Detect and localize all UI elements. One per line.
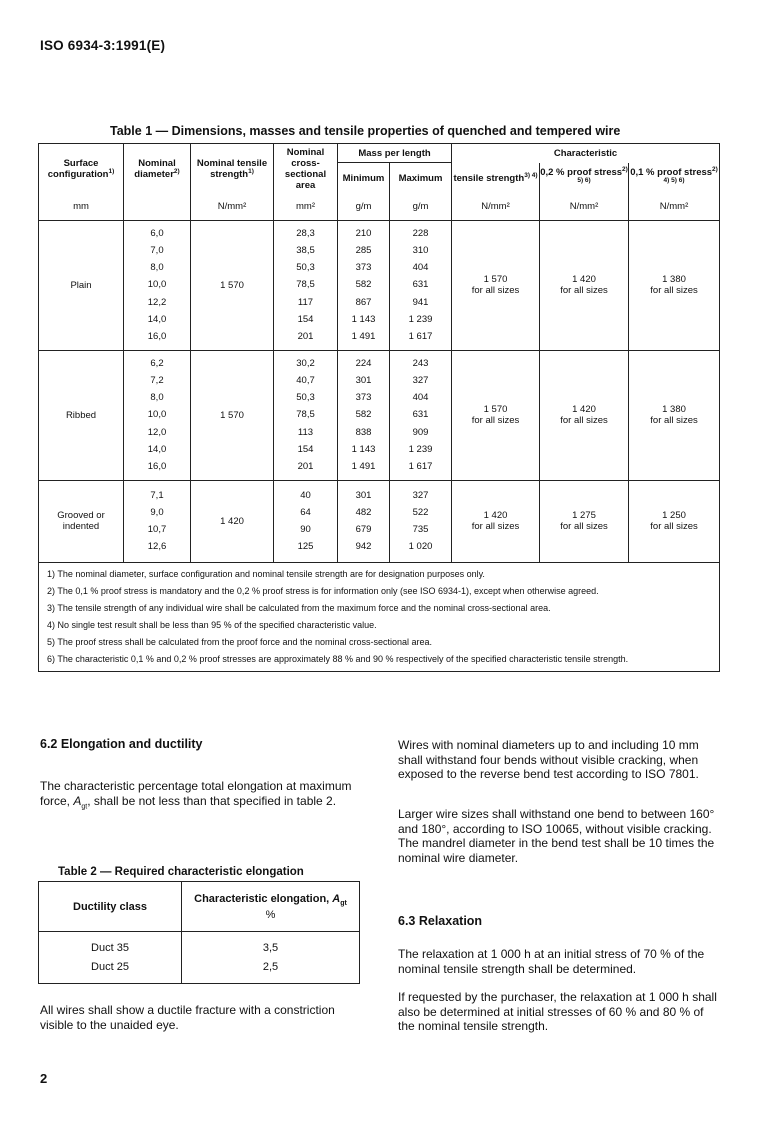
table2-caption: Table 2 — Required characteristic elongation bbox=[58, 866, 304, 878]
p01-cell: 1 250 for all sizes bbox=[629, 480, 720, 562]
page-number: 2 bbox=[40, 1071, 48, 1086]
header-ductility-class: Ductility class bbox=[39, 882, 182, 932]
p01-cell: 1 380 for all sizes bbox=[629, 220, 720, 350]
area-cell: 28,3 38,5 50,3 78,5 117 154 201 bbox=[274, 220, 338, 350]
footnote: 4) No single test result shall be less than 95 % of the specified characteristic value. bbox=[47, 619, 377, 630]
footnote: 3) The tensile strength of any individual wire shall be calculated from the maximum force and the nominal cross-sectional area. bbox=[47, 602, 551, 613]
relaxation-para2: If requested by the purchaser, the relaxation at 1 000 h shall also be determined at initial stresses of 60 % and 80 % of the nominal tensile strength. bbox=[398, 990, 717, 1033]
header-maximum: Maximum bbox=[390, 163, 452, 194]
table1-caption: Table 1 — Dimensions, masses and tensile properties of quenched and tempered wire bbox=[110, 124, 621, 138]
ts-cell: 1 570 for all sizes bbox=[452, 220, 540, 350]
unit-nts: N/mm² bbox=[191, 194, 274, 221]
header-characteristic-elongation: Characteristic elongation, $A_{gt}$ % bbox=[182, 882, 360, 932]
section-6-2-heading: 6.2 Elongation and ductility bbox=[40, 737, 203, 751]
unit-max: g/m bbox=[390, 194, 452, 221]
header-mass-per-length: Mass per length bbox=[338, 144, 452, 163]
header-proof-02: 0,2 % proof stress$^{2) 5) 6)}$ bbox=[540, 163, 629, 194]
ductility-class-cell: Duct 35 Duct 25 bbox=[39, 932, 182, 984]
nts-cell: 1 420 bbox=[191, 480, 274, 562]
header-nominal-diameter: Nominal diameter$^{2)}$ bbox=[124, 144, 191, 194]
table-row-ribbed bbox=[39, 350, 720, 480]
document-code: ISO 6934-3:1991(E) bbox=[40, 38, 166, 53]
table2 bbox=[38, 881, 360, 984]
unit-min: g/m bbox=[338, 194, 390, 221]
surface-cell: Ribbed bbox=[39, 350, 124, 480]
header-tensile-strength: tensile strength$^{3) 4)}$ bbox=[452, 163, 540, 194]
min-cell: 224 301 373 582 838 1 143 1 491 bbox=[338, 350, 390, 480]
diameter-cell: 6,0 7,0 8,0 10,0 12,2 14,0 16,0 bbox=[124, 220, 191, 350]
section-6-2-para2: All wires shall show a ductile fracture with a constriction visible to the unaided eye. bbox=[40, 1003, 335, 1032]
ts-cell: 1 570 for all sizes bbox=[452, 350, 540, 480]
max-cell: 327 522 735 1 020 bbox=[390, 480, 452, 562]
unit-diameter bbox=[124, 194, 191, 221]
min-cell: 301 482 679 942 bbox=[338, 480, 390, 562]
unit-ts: N/mm² bbox=[452, 194, 540, 221]
unit-area: mm² bbox=[274, 194, 338, 221]
section-6-2-para1: The characteristic percentage total elongation at maximum force, $A_{gt}$, shall be not less than that specified in table 2. bbox=[40, 779, 352, 810]
p02-cell: 1 420 for all sizes bbox=[540, 350, 629, 480]
max-cell: 228 310 404 631 941 1 239 1 617 bbox=[390, 220, 452, 350]
p01-cell: 1 380 for all sizes bbox=[629, 350, 720, 480]
header-minimum: Minimum bbox=[338, 163, 390, 194]
p02-cell: 1 420 for all sizes bbox=[540, 220, 629, 350]
area-cell: 40 64 90 125 bbox=[274, 480, 338, 562]
ts-cell: 1 420 for all sizes bbox=[452, 480, 540, 562]
header-proof-01: 0,1 % proof stress$^{2) 4) 5) 6)}$ bbox=[629, 163, 720, 194]
p02-cell: 1 275 for all sizes bbox=[540, 480, 629, 562]
nts-cell: 1 570 bbox=[191, 350, 274, 480]
table1 bbox=[38, 143, 720, 672]
footnote: 6) The characteristic 0,1 % and 0,2 % proof stresses are approximately 88 % and 90 % respectively of the specified characteristic tensile strength. bbox=[47, 653, 629, 664]
table1-footnotes bbox=[39, 562, 720, 671]
min-cell: 210 285 373 582 867 1 143 1 491 bbox=[338, 220, 390, 350]
footnote: 5) The proof stress shall be calculated from the proof force and the nominal cross-sectional area. bbox=[47, 636, 433, 647]
diameter-cell: 7,1 9,0 10,7 12,6 bbox=[124, 480, 191, 562]
max-cell: 243 327 404 631 909 1 239 1 617 bbox=[390, 350, 452, 480]
table-row-plain bbox=[39, 220, 720, 350]
relaxation-para1: The relaxation at 1 000 h at an initial stress of 70 % of the nominal tensile strength shall be determined. bbox=[398, 947, 705, 976]
section-6-3-heading: 6.3 Relaxation bbox=[398, 914, 483, 928]
diameter-cell: 6,2 7,2 8,0 10,0 12,0 14,0 16,0 bbox=[124, 350, 191, 480]
table-row-grooved bbox=[39, 480, 720, 562]
unit-surface: mm bbox=[39, 194, 124, 221]
bend-test-para2: Larger wire sizes shall withstand one bend to between 160° and 180°, according to ISO 10065, without visible cracking. The mandrel diameter in the bend test shall be 10 times the nominal wire diameter. bbox=[398, 807, 715, 865]
unit-p02: N/mm² bbox=[540, 194, 629, 221]
nts-cell: 1 570 bbox=[191, 220, 274, 350]
footnote: 2) The 0,1 % proof stress is mandatory and the 0,2 % proof stress is for information only (see ISO 6934-1), except when otherwise agreed. bbox=[47, 585, 599, 596]
header-characteristic: Characteristic bbox=[452, 144, 720, 163]
header-nominal-tensile-strength: Nominal tensile strength$^{1)}$ bbox=[191, 144, 274, 194]
unit-p01: N/mm² bbox=[629, 194, 720, 221]
surface-cell: Grooved or indented bbox=[39, 480, 124, 562]
elongation-cell: 3,5 2,5 bbox=[182, 932, 360, 984]
footnote: 1) The nominal diameter, surface configuration and nominal tensile strength are for designation purposes only. bbox=[47, 568, 485, 579]
header-surface-config: Surface configuration$^{1)}$ bbox=[39, 144, 124, 194]
surface-cell: Plain bbox=[39, 220, 124, 350]
area-cell: 30,2 40,7 50,3 78,5 113 154 201 bbox=[274, 350, 338, 480]
bend-test-para1: Wires with nominal diameters up to and including 10 mm shall withstand four bends without visible cracking, when exposed to the reverse bend test according to ISO 7801. bbox=[398, 738, 699, 781]
header-cross-section: Nominal cross-sectional area bbox=[274, 144, 338, 194]
